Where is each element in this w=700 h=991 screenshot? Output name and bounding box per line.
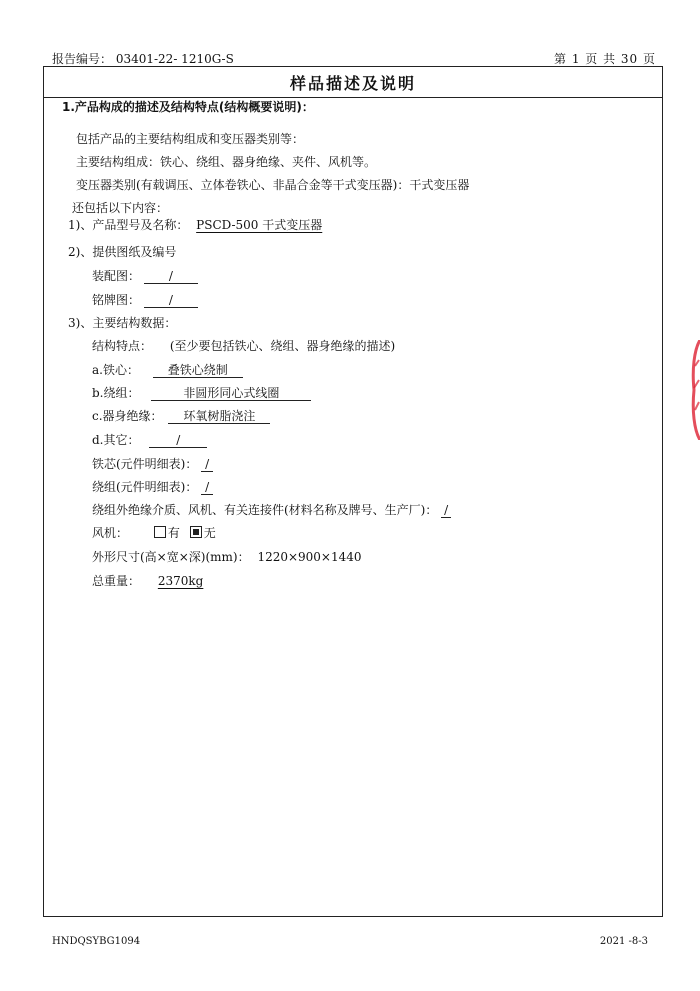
item2-label: 2)、提供图纸及编号: [68, 245, 177, 259]
nameplate-value: /: [144, 293, 198, 308]
features-label: 结构特点：: [92, 339, 153, 353]
core-parts-value: /: [201, 457, 213, 472]
seal-stamp-edge: [690, 340, 700, 440]
fan-option-no[interactable]: [190, 526, 216, 540]
item1-row: [68, 216, 326, 233]
dims-label: 外形尺寸(高×宽×深)(mm)：: [92, 550, 250, 564]
core-parts-label: 铁芯(元件明细表)：: [92, 457, 198, 471]
report-number: 报告编号： 03401-22- 1210G-S: [52, 52, 234, 66]
fan-no-checkbox[interactable]: [190, 526, 202, 538]
weight-row: [92, 572, 207, 589]
features-note: (至少要包括铁心、绕组、器身绝缘的描述): [169, 339, 396, 353]
footer-code: HNDQSYBG1094: [52, 936, 141, 947]
other-value: /: [149, 433, 207, 448]
assembly-value: /: [144, 269, 198, 284]
intro-line-4: 还包括以下内容：: [72, 201, 169, 215]
winding-parts-value: /: [201, 480, 213, 495]
weight-value: 2370kg: [157, 574, 204, 588]
item1-label: 1)、产品型号及名称：: [68, 218, 189, 232]
fan-no-label: 无: [203, 526, 216, 540]
winding-parts-row: [92, 478, 213, 495]
core-value: 叠铁心绕制: [153, 363, 243, 378]
winding-label: b.绕组：: [92, 386, 140, 400]
intro-line-3: 变压器类别(有载调压、立体卷铁心、非晶合金等干式变压器)：干式变压器: [76, 178, 470, 192]
external-row: [92, 501, 451, 518]
core-parts-row: [92, 455, 213, 472]
fan-yes-label: 有: [167, 526, 180, 540]
external-label: 绕组外绝缘介质、风机、有关连接件(材料名称及牌号、生产厂)：: [92, 503, 438, 517]
insulation-value: 环氧树脂浇注: [168, 409, 270, 424]
item1-value: PSCD-500 干式变压器: [196, 218, 323, 232]
weight-label: 总重量：: [92, 574, 141, 588]
insulation-row: [92, 407, 270, 424]
fan-option-yes[interactable]: [154, 526, 184, 540]
item3-label: 3)、主要结构数据：: [68, 316, 177, 330]
assembly-row: [92, 267, 198, 284]
footer-date: 2021 -8-3: [599, 936, 648, 947]
fan-row: [92, 524, 216, 541]
assembly-label: 装配图：: [92, 269, 141, 283]
nameplate-label: 铭牌图：: [92, 293, 141, 307]
section1-heading: 1.产品构成的描述及结构特点(结构概要说明)：: [62, 100, 314, 114]
core-row: [92, 361, 243, 378]
intro-line-1: 包括产品的主要结构组成和变压器类别等：: [76, 132, 305, 146]
other-row: [92, 431, 207, 448]
insulation-label: c.器身绝缘：: [92, 409, 163, 423]
winding-row: [92, 384, 311, 401]
page-indicator: 第 1 页 共 30 页: [554, 52, 656, 66]
nameplate-row: [92, 291, 198, 308]
dims-value: 1220×900×1440: [257, 550, 362, 564]
features-row: [92, 337, 395, 354]
page-title: 样品描述及说明: [44, 67, 662, 98]
core-label: a.铁心：: [92, 363, 139, 377]
external-value: /: [441, 503, 451, 518]
fan-label: 风机：: [92, 526, 129, 540]
dims-row: [92, 548, 362, 565]
intro-line-2: 主要结构组成：铁心、绕组、器身绝缘、夹件、风机等。: [76, 155, 377, 169]
fan-yes-checkbox[interactable]: [154, 526, 166, 538]
winding-value: 非圆形同心式线圈: [151, 386, 311, 401]
other-label: d.其它：: [92, 433, 140, 447]
winding-parts-label: 绕组(元件明细表)：: [92, 480, 198, 494]
